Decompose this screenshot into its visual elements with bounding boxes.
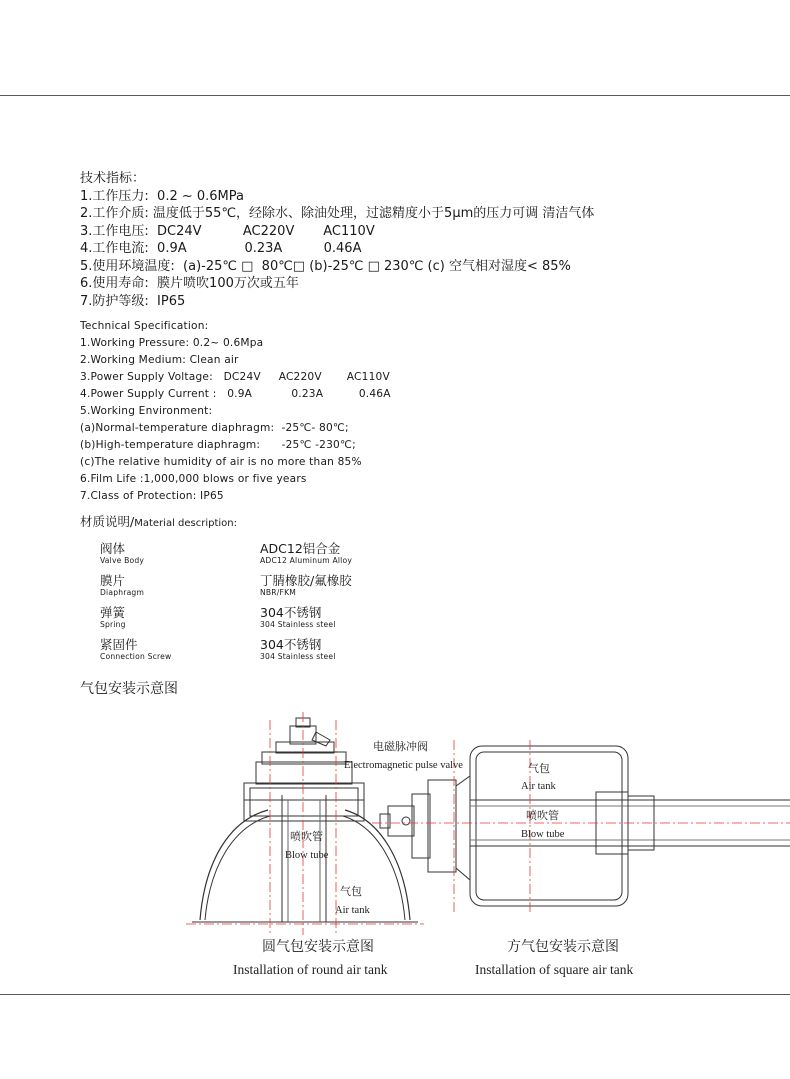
installation-title: 气包安装示意图 — [80, 681, 178, 697]
spec-en-line: 2.Working Medium: Clean air — [80, 354, 239, 366]
part-cell — [100, 542, 144, 566]
spec-en — [80, 318, 391, 505]
materials-title-cn: 材质说明/ — [80, 514, 135, 529]
materials-title — [80, 512, 237, 530]
material-cell — [260, 574, 352, 598]
part-name-cn: 膜片 — [100, 573, 126, 588]
material-name-en: 304 Stainless steel — [260, 620, 336, 629]
material-name-en: 304 Stainless steel — [260, 652, 336, 661]
label-valve-en: Electromagnetic pulse valve — [344, 760, 463, 771]
part-name-en: Spring — [100, 620, 126, 629]
installation-diagram — [0, 700, 790, 990]
spec-cn — [80, 170, 594, 310]
label-tank-en-square: Air tank — [521, 781, 556, 792]
part-name-cn: 阀体 — [100, 541, 126, 556]
top-rule — [0, 95, 790, 96]
material-cell — [260, 606, 336, 630]
spec-cn-line: 7.防护等级: IP65 — [80, 293, 186, 309]
material-name-cn: ADC12铝合金 — [260, 541, 341, 556]
spec-cn-line: 2.工作介质: 温度低于55℃，经除水、除油处理，过滤精度小于5μm的压力可调 清洁气体 — [80, 206, 595, 221]
spec-en-line: (c)The relative humidity of air is no more than 85% — [80, 456, 362, 468]
label-blow-en-square: Blow tube — [521, 829, 565, 840]
label-valve-cn: 电磁脉冲阀 — [373, 741, 428, 753]
material-cell — [260, 542, 352, 566]
label-blow-cn-round: 喷吹管 — [290, 831, 323, 843]
spec-en-title: Technical Specification: — [80, 320, 209, 332]
spec-cn-line: 1.工作压力: 0.2 ~ 0.6MPa — [80, 188, 244, 204]
spec-cn-line: 5.使用环境温度: (a)-25℃ □ 80℃□ (b)-25℃ □ 230℃ (c) 空气相对湿度< 85% — [80, 258, 571, 274]
part-cell — [100, 574, 144, 598]
label-tank-cn-square: 气包 — [528, 763, 550, 775]
part-name-en: Valve Body — [100, 556, 145, 565]
part-cell — [100, 638, 171, 662]
part-name-cn: 弹簧 — [100, 605, 126, 620]
round-caption-cn: 圆气包安装示意图 — [262, 940, 374, 955]
material-name-en: ADC12 Aluminum Alloy — [260, 556, 353, 565]
spec-cn-line: 6.使用寿命: 膜片喷吹100万次或五年 — [80, 276, 299, 291]
square-caption-en: Installation of square air tank — [475, 962, 634, 977]
material-name-cn: 304不锈钢 — [260, 637, 322, 652]
spec-cn-line: 4.工作电流: 0.9A 0.23A 0.46A — [80, 241, 362, 256]
material-row — [100, 574, 420, 606]
material-row — [100, 638, 420, 670]
spec-en-line: (b)High-temperature diaphragm: -25℃ -230℃; — [80, 439, 356, 451]
spec-cn-title: 技术指标： — [80, 171, 146, 186]
label-tank-cn-round: 气包 — [340, 886, 362, 898]
square-caption-cn: 方气包安装示意图 — [507, 940, 619, 955]
material-row — [100, 606, 420, 638]
spec-en-line: 4.Power Supply Current : 0.9A 0.23A 0.46A — [80, 388, 391, 400]
spec-en-line: 6.Film Life :1,000,000 blows or five years — [80, 473, 307, 485]
material-cell — [260, 638, 336, 662]
spec-en-line: 1.Working Pressure: 0.2~ 0.6Mpa — [80, 337, 264, 349]
spec-en-line: 5.Working Environment: — [80, 405, 213, 417]
round-caption-en: Installation of round air tank — [233, 962, 388, 977]
label-tank-en-round: Air tank — [335, 905, 370, 916]
material-row — [100, 542, 420, 574]
materials-title-en: Material description: — [134, 518, 237, 529]
label-blow-cn-square: 喷吹管 — [526, 810, 559, 822]
part-cell — [100, 606, 126, 630]
bottom-rule — [0, 994, 790, 995]
material-name-cn: 304不锈钢 — [260, 605, 322, 620]
label-blow-en-round: Blow tube — [285, 850, 329, 861]
material-name-cn: 丁腈橡胶/氟橡胶 — [260, 573, 352, 588]
part-name-en: Diaphragm — [100, 588, 145, 597]
part-name-cn: 紧固件 — [100, 637, 138, 652]
material-name-en: NBR/FKM — [260, 588, 297, 597]
spec-en-line: 7.Class of Protection: IP65 — [80, 490, 224, 502]
part-name-en: Connection Screw — [100, 652, 172, 661]
spec-en-line: (a)Normal-temperature diaphragm: -25℃- 80℃; — [80, 422, 349, 434]
spec-en-line: 3.Power Supply Voltage: DC24V AC220V AC110V — [80, 371, 390, 383]
spec-cn-line: 3.工作电压: DC24V AC220V AC110V — [80, 223, 375, 239]
materials-table — [100, 542, 420, 670]
